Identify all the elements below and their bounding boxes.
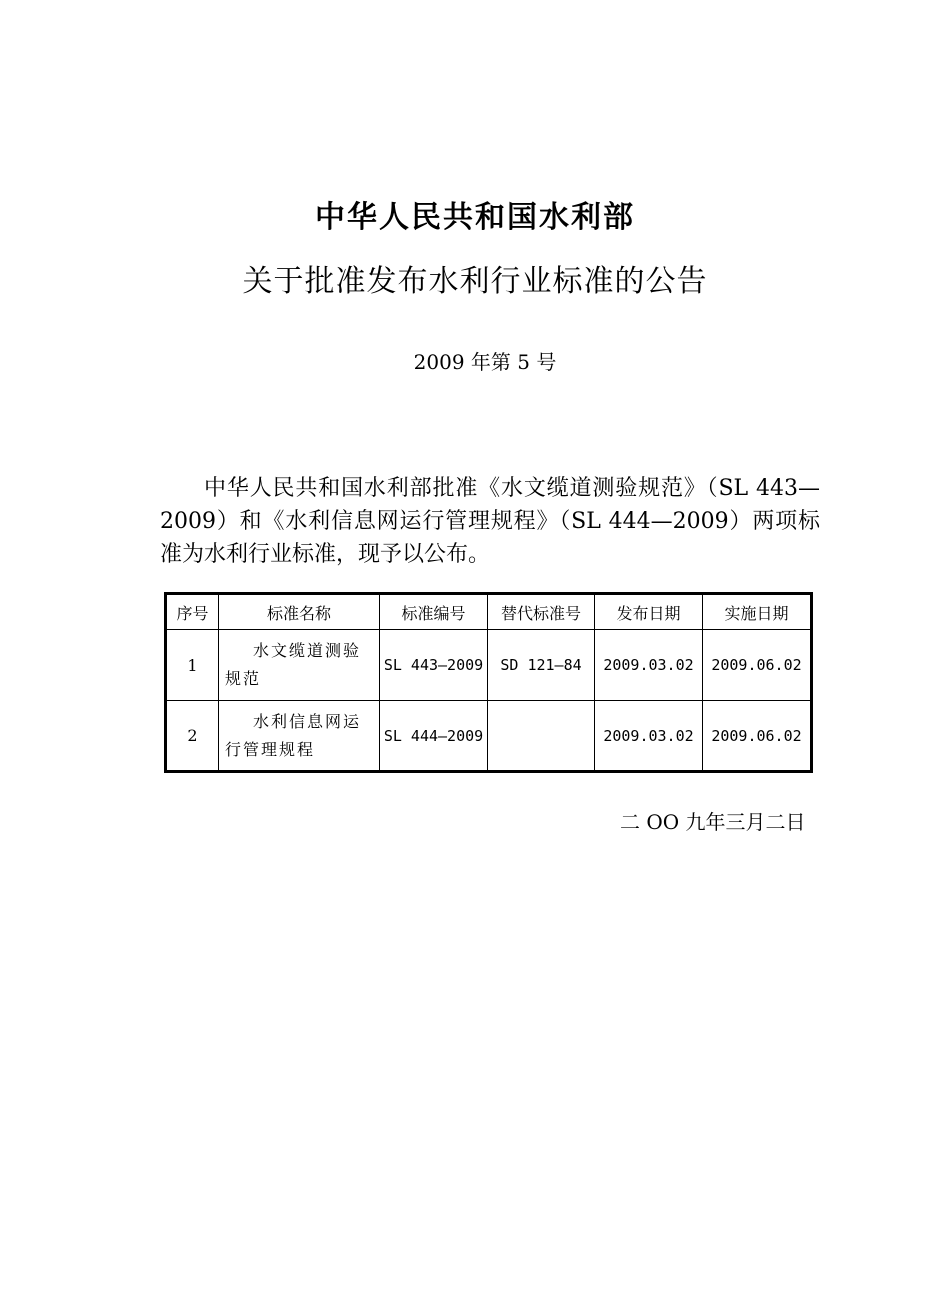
document-number: 2009 年第 5 号 [413, 350, 557, 374]
signature-date: 二 OO 九年三月二日 [620, 810, 806, 834]
row-index: 1 [166, 630, 219, 701]
header-issue-date: 发布日期 [595, 594, 703, 630]
header-index: 序号 [166, 594, 219, 630]
announcement-paragraph: 中华人民共和国水利部批准《水文缆道测验规范》（SL 443—2009）和《水利信息网运行管理规程》（SL 444—2009）两项标准为水利行业标准，现予以公布。 [160, 476, 820, 567]
header-replaces: 替代标准号 [488, 594, 595, 630]
row-issue-date: 2009.03.02 [595, 630, 703, 701]
announcement-title: 关于批准发布水利行业标准的公告 [242, 264, 708, 299]
row-effective-date: 2009.06.02 [703, 701, 812, 772]
row-replaced-standard: SD 121—84 [488, 630, 595, 701]
row-replaced-standard [488, 701, 595, 772]
header-name: 标准名称 [219, 594, 380, 630]
issuer-title: 中华人民共和国水利部 [315, 200, 635, 235]
row-standard-name: 水利信息网运行管理规程 [219, 701, 380, 772]
standards-table-container [164, 592, 810, 773]
row-standard-code: SL 443—2009 [380, 630, 488, 701]
table-header-row [166, 594, 812, 630]
row-standard-code: SL 444—2009 [380, 701, 488, 772]
header-effective-date: 实施日期 [703, 594, 812, 630]
row-effective-date: 2009.06.02 [703, 630, 812, 701]
standards-table [164, 592, 813, 773]
row-index: 2 [166, 701, 219, 772]
header-code: 标准编号 [380, 594, 488, 630]
row-issue-date: 2009.03.02 [595, 701, 703, 772]
table-row [166, 701, 812, 772]
table-row [166, 630, 812, 701]
row-standard-name: 水文缆道测验规范 [219, 630, 380, 701]
